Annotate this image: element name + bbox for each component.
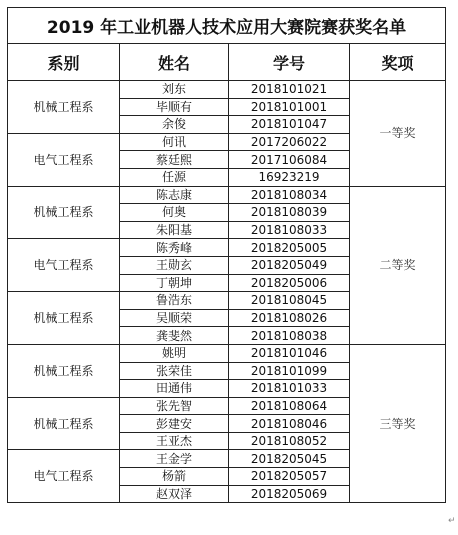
- department-cell: 机械工程系: [8, 344, 120, 397]
- header-department: 系别: [8, 44, 120, 81]
- student-name-cell: 蔡廷熙: [120, 151, 229, 169]
- student-id-cell: 2018108038: [229, 327, 350, 345]
- student-name-cell: 陈秀峰: [120, 239, 229, 257]
- student-name-cell: 鲁浩东: [120, 292, 229, 310]
- department-cell: 电气工程系: [8, 133, 120, 186]
- table-row: [8, 344, 446, 362]
- department-cell: 机械工程系: [8, 292, 120, 345]
- student-name-cell: 杨箭: [120, 468, 229, 486]
- student-id-cell: 2018101001: [229, 98, 350, 116]
- department-cell: 机械工程系: [8, 81, 120, 134]
- student-name-cell: 田通伟: [120, 380, 229, 398]
- student-id-cell: 2018205057: [229, 468, 350, 486]
- student-id-cell: 2018108026: [229, 309, 350, 327]
- student-name-cell: 张先智: [120, 397, 229, 415]
- student-name-cell: 王勋玄: [120, 256, 229, 274]
- award-cell: 二等奖: [350, 186, 446, 344]
- title-row: [8, 8, 446, 44]
- student-id-cell: 2018108033: [229, 221, 350, 239]
- department-cell: 机械工程系: [8, 397, 120, 450]
- student-id-cell: 2018205006: [229, 274, 350, 292]
- student-name-cell: 王金学: [120, 450, 229, 468]
- student-id-cell: 2017106084: [229, 151, 350, 169]
- table-row: [8, 81, 446, 99]
- student-name-cell: 赵双泽: [120, 485, 229, 503]
- student-name-cell: 陈志康: [120, 186, 229, 204]
- award-cell: 三等奖: [350, 344, 446, 502]
- student-name-cell: 彭建安: [120, 415, 229, 433]
- student-id-cell: 2018205049: [229, 256, 350, 274]
- header-row: [8, 44, 446, 81]
- student-name-cell: 余俊: [120, 116, 229, 134]
- header-name: 姓名: [120, 44, 229, 81]
- student-id-cell: 2018205069: [229, 485, 350, 503]
- student-id-cell: 2018101099: [229, 362, 350, 380]
- award-cell: 一等奖: [350, 81, 446, 187]
- award-table: [7, 7, 446, 503]
- student-id-cell: 2017206022: [229, 133, 350, 151]
- student-name-cell: 龚斐然: [120, 327, 229, 345]
- table-title: 2019 年工业机器人技术应用大赛院赛获奖名单: [8, 8, 446, 44]
- student-id-cell: 2018101021: [229, 81, 350, 99]
- student-name-cell: 吴顺荣: [120, 309, 229, 327]
- header-student-id: 学号: [229, 44, 350, 81]
- table-row: [8, 186, 446, 204]
- department-cell: 电气工程系: [8, 450, 120, 503]
- student-name-cell: 朱阳基: [120, 221, 229, 239]
- student-id-cell: 2018108052: [229, 432, 350, 450]
- student-id-cell: 2018101046: [229, 344, 350, 362]
- student-name-cell: 王亚杰: [120, 432, 229, 450]
- table-body: [8, 8, 446, 503]
- student-name-cell: 张荣佳: [120, 362, 229, 380]
- student-name-cell: 刘东: [120, 81, 229, 99]
- student-id-cell: 2018108064: [229, 397, 350, 415]
- header-award: 奖项: [350, 44, 446, 81]
- student-id-cell: 2018205005: [229, 239, 350, 257]
- student-name-cell: 姚明: [120, 344, 229, 362]
- student-name-cell: 丁朝坤: [120, 274, 229, 292]
- student-id-cell: 2018108039: [229, 204, 350, 222]
- student-id-cell: 2018108046: [229, 415, 350, 433]
- student-id-cell: 2018108045: [229, 292, 350, 310]
- student-id-cell: 16923219: [229, 168, 350, 186]
- student-name-cell: 何讯: [120, 133, 229, 151]
- student-name-cell: 任源: [120, 168, 229, 186]
- student-name-cell: 毕顺有: [120, 98, 229, 116]
- department-cell: 机械工程系: [8, 186, 120, 239]
- paragraph-mark-icon: ↵: [448, 516, 456, 526]
- student-id-cell: 2018108034: [229, 186, 350, 204]
- student-id-cell: 2018101033: [229, 380, 350, 398]
- student-id-cell: 2018205045: [229, 450, 350, 468]
- department-cell: 电气工程系: [8, 239, 120, 292]
- student-name-cell: 何奥: [120, 204, 229, 222]
- student-id-cell: 2018101047: [229, 116, 350, 134]
